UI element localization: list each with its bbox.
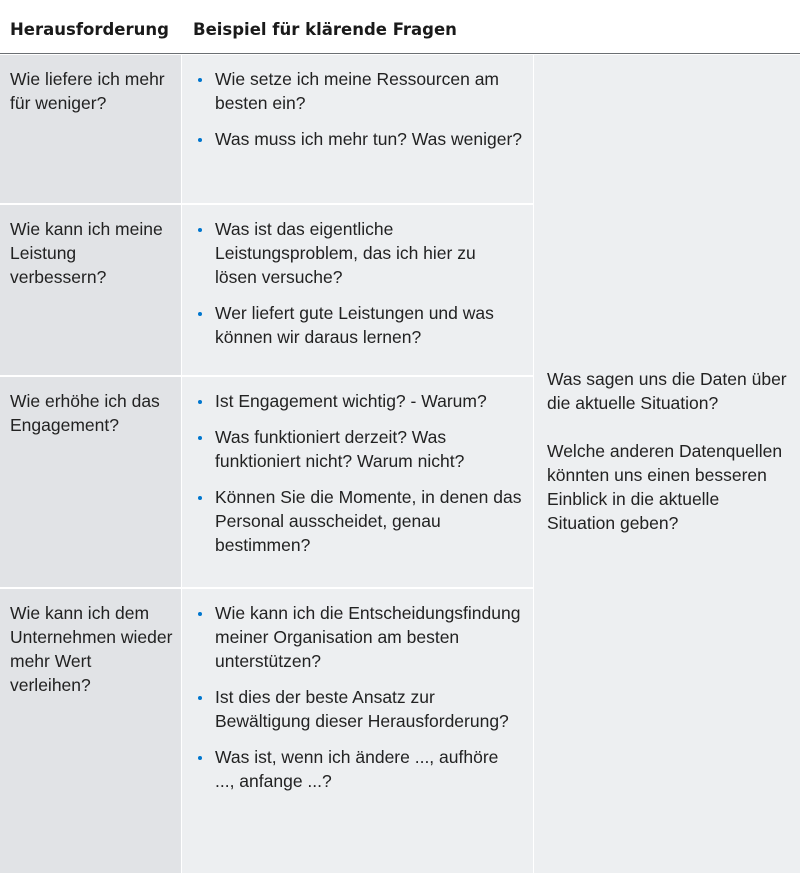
challenge-text: Wie liefere ich mehr für weniger? [10, 69, 165, 113]
questions-cell [182, 205, 533, 375]
list-item: Was muss ich mehr tun? Was weniger? [182, 127, 522, 151]
questions-list [182, 217, 522, 361]
table-header [0, 0, 800, 54]
questions-cell [182, 589, 533, 873]
data-question: Welche anderen Datenquellen könnten uns einen besseren Einblick in die aktuelle Situation geben? [547, 441, 783, 533]
challenge-text: Wie kann ich dem Unternehmen wieder mehr Wert verleihen? [10, 603, 173, 695]
list-item: Was ist, wenn ich ändere ..., aufhöre ..., anfange ...? [182, 745, 522, 793]
challenge-cell [0, 377, 181, 587]
questions-cell [182, 377, 533, 587]
list-item: Ist dies der beste Ansatz zur Bewältigung dieser Herausforderung? [182, 685, 522, 733]
challenge-cell [0, 205, 181, 375]
list-item: Ist Engagement wichtig? - Warum? [182, 389, 522, 413]
list-item: Was funktioniert derzeit? Was funktioniert nicht? Warum nicht? [182, 425, 522, 473]
list-item: Wie kann ich die Entscheidungsfindung meiner Organisation am besten unterstützen? [182, 601, 522, 673]
challenge-text: Wie erhöhe ich das Engagement? [10, 391, 160, 435]
challenge-text: Wie kann ich meine Leistung verbessern? [10, 219, 163, 287]
list-item: Wer liefert gute Leistungen und was können wir daraus lernen? [182, 301, 522, 349]
list-item: Können Sie die Momente, in denen das Personal ausscheidet, genau bestimmen? [182, 485, 522, 557]
challenge-cell [0, 589, 181, 873]
data-questions-cell [534, 55, 800, 873]
questions-cell [182, 55, 533, 203]
questions-list [182, 67, 522, 163]
challenge-cell [0, 55, 181, 203]
header-example-questions: Beispiel für klärende Fragen [193, 20, 457, 39]
list-item: Wie setze ich meine Ressourcen am besten ein? [182, 67, 522, 115]
data-question: Was sagen uns die Daten über die aktuelle Situation? [547, 369, 787, 413]
questions-list [182, 389, 522, 569]
header-challenge: Herausforderung [10, 20, 169, 39]
questions-list [182, 601, 522, 805]
data-questions-text [547, 367, 792, 559]
list-item: Was ist das eigentliche Leistungsproblem, das ich hier zu lösen versuche? [182, 217, 522, 289]
